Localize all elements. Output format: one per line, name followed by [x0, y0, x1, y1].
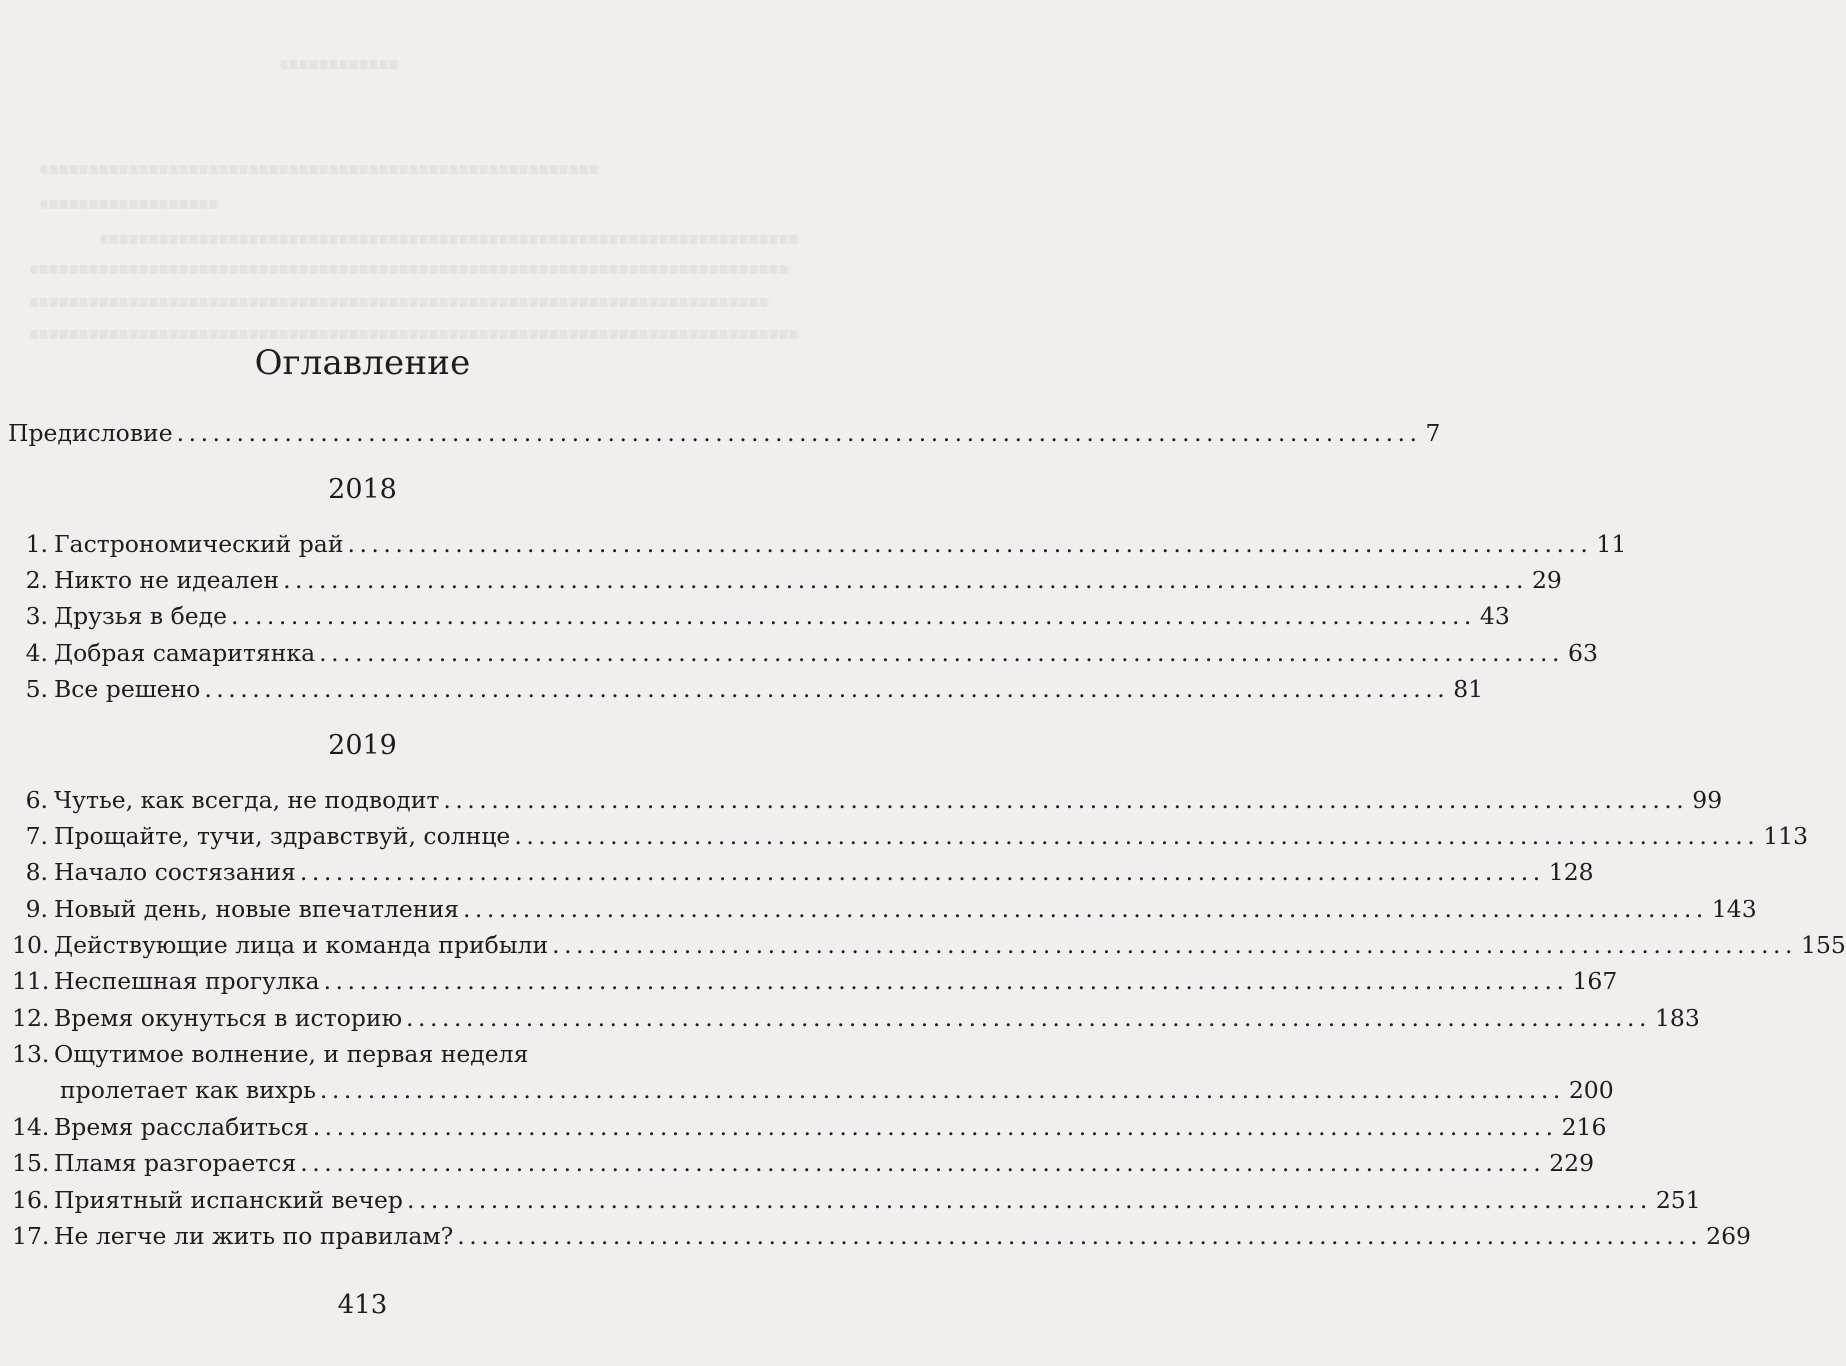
toc-entry-label: Пламя разгорается [54, 1149, 297, 1177]
toc-entry-page: 99 [1692, 786, 1723, 814]
toc-entry-number: 12. [12, 1004, 50, 1032]
toc-entry-label: Время расслабиться [54, 1113, 309, 1141]
dot-leader: ........................................................................................................ [319, 639, 1564, 667]
toc-entry-number: 8. [25, 858, 48, 886]
toc-entry-label: Предисловие [8, 419, 173, 447]
toc-entry [12, 1112, 1607, 1142]
dot-leader: ........................................................................................................ [406, 1004, 1651, 1032]
toc-entry-number: 1. [25, 530, 48, 558]
toc-entry-label: Новый день, новые впечатления [54, 895, 459, 923]
section-year-2018: 2018 [328, 474, 397, 505]
toc-entry [12, 1185, 1701, 1215]
toc-entry-label: Гастрономический рай [54, 530, 344, 558]
toc-entry-label: Добрая самаритянка [54, 639, 316, 667]
toc-entry-number: 2. [25, 566, 48, 594]
toc-entry [12, 601, 1510, 631]
dot-leader: ........................................................................................................ [176, 419, 1422, 447]
dot-leader: ........................................................................................................ [283, 566, 1528, 594]
toc-entry [12, 529, 1627, 559]
dot-leader: ........................................................................................................ [204, 675, 1450, 703]
toc-entry [12, 894, 1757, 924]
toc-entry-number: 16. [12, 1186, 50, 1214]
toc-entry-page: 269 [1706, 1222, 1751, 1250]
toc-entry-label: Приятный испанский вечер [54, 1186, 403, 1214]
toc-entry-preface [8, 418, 1441, 448]
toc-entry-number: 9. [25, 895, 48, 923]
dot-leader: ........................................................................................................ [323, 967, 1569, 995]
dot-leader: ........................................................................................................ [319, 1076, 1565, 1104]
toc-title: Оглавление [254, 343, 471, 383]
toc-entry-label: Чутье, как всегда, не подводит [54, 786, 440, 814]
toc-entry-label: Неспешная прогулка [54, 967, 320, 995]
toc-entry-number: 11. [12, 967, 50, 995]
toc-entry-number: 3. [25, 602, 48, 630]
toc-entry [12, 1148, 1595, 1178]
toc-entry-number: 10. [12, 931, 50, 959]
toc-entry [12, 785, 1723, 815]
toc-entry-page: 113 [1763, 822, 1809, 850]
toc-entry-number: 15. [12, 1149, 50, 1177]
toc-entry-page: 251 [1655, 1186, 1701, 1214]
toc-entry-page: 216 [1561, 1113, 1607, 1141]
show-through-text [0, 0, 812, 360]
dot-leader: ........................................................................................................ [457, 1222, 1703, 1250]
toc-entry-continuation [60, 1075, 1614, 1105]
toc-entry-page: 167 [1572, 967, 1618, 995]
dot-leader: ........................................................................................................ [347, 530, 1593, 558]
toc-entry [12, 821, 1809, 851]
toc-entry-page: 29 [1531, 566, 1562, 594]
toc-entry [12, 674, 1484, 704]
toc-entry-label: Прощайте, тучи, здравствуй, солнце [54, 822, 511, 850]
toc-entry-label: Никто не идеален [54, 566, 280, 594]
toc-entry [12, 1003, 1700, 1033]
toc-entry [12, 857, 1594, 887]
toc-entry [12, 638, 1598, 668]
toc-entry [12, 1221, 1751, 1251]
dot-leader: ........................................................................................................ [231, 602, 1476, 630]
toc-entry-number: 7. [25, 822, 48, 850]
toc-entry-page: 7 [1425, 419, 1441, 447]
section-year-2019: 2019 [328, 730, 397, 761]
toc-entry-page: 229 [1549, 1149, 1595, 1177]
dot-leader: ........................................................................................................ [552, 931, 1797, 959]
dot-leader: ........................................................................................................ [462, 895, 1708, 923]
toc-entry-page: 155 [1801, 931, 1846, 959]
toc-entry-page: 63 [1568, 639, 1598, 667]
dot-leader: ........................................................................................................ [299, 858, 1545, 886]
toc-entry-page: 143 [1711, 895, 1757, 923]
toc-entry-label: Не легче ли жить по правилам? [54, 1222, 454, 1250]
toc-entry-label: Все решено [54, 675, 201, 703]
toc-entry [12, 966, 1618, 996]
toc-entry-label: Друзья в беде [54, 602, 228, 630]
dot-leader: ........................................................................................................ [443, 786, 1689, 814]
toc-entry-number: 14. [12, 1113, 50, 1141]
dot-leader: ........................................................................................................ [300, 1149, 1546, 1177]
toc-entry-page: 200 [1568, 1076, 1614, 1104]
toc-entry [12, 1039, 718, 1069]
toc-entry [12, 930, 1846, 960]
toc-entry-page: 11 [1596, 530, 1627, 558]
toc-entry-page: 128 [1548, 858, 1594, 886]
dot-leader: ........................................................................................................ [514, 822, 1760, 850]
toc-entry-label: Ощутимое волнение, и первая неделя [54, 1040, 529, 1068]
toc-entry-number: 6. [25, 786, 48, 814]
toc-entry-label-continued: пролетает как вихрь [60, 1076, 316, 1104]
toc-entry-number: 17. [12, 1222, 50, 1250]
toc-entry-number: 5. [25, 675, 48, 703]
toc-entry-label: Действующие лица и команда прибыли [54, 931, 549, 959]
page-number: 413 [337, 1290, 388, 1320]
toc-entry-number: 4. [25, 639, 48, 667]
toc-entry-page: 183 [1654, 1004, 1700, 1032]
dot-leader: ........................................................................................................ [312, 1113, 1558, 1141]
toc-entry-label: Начало состязания [54, 858, 296, 886]
toc-entry-page: 81 [1453, 675, 1484, 703]
toc-entry-number: 13. [12, 1040, 50, 1068]
toc-entry-label: Время окунуться в историю [54, 1004, 403, 1032]
toc-entry [12, 565, 1562, 595]
dot-leader: ........................................................................................................ [406, 1186, 1652, 1214]
toc-entry-page: 43 [1479, 602, 1510, 630]
